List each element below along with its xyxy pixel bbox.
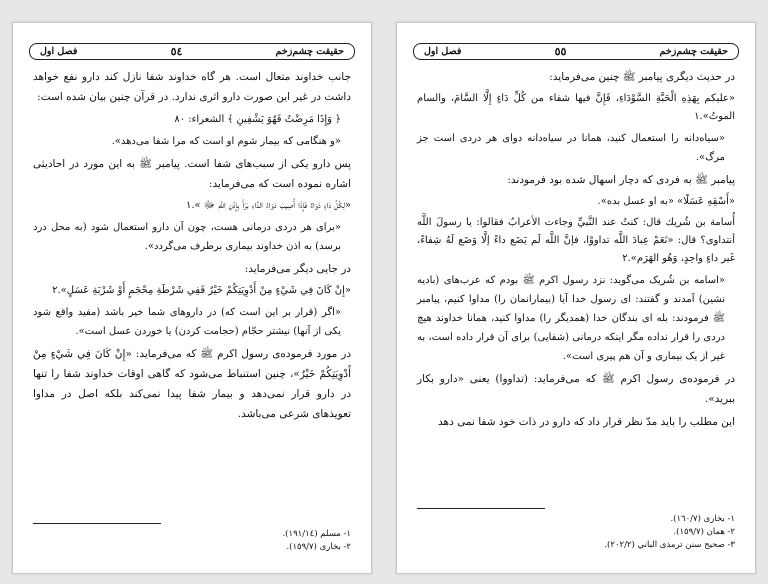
footnote: ٢- بخاری (١٥٩/٧). (286, 542, 351, 552)
paragraph: جانب خداوند متعال است. هر گاه خداوند شفا نازل کند دارو نفع خواهد داشت در غیر این صورت دارو اثری ندارد. در قرآن چنین بیان شده است: (33, 71, 351, 103)
left-page (12, 22, 372, 574)
footnotes (33, 528, 351, 554)
header-page-number: ٥٤ (170, 45, 183, 58)
verse-translation: «و هنگامی که بیمار شوم او است که مرا شفا می‌دهد». (111, 136, 341, 147)
paragraph: در مورد فرموده‌ی رسول اکرم ﷺ که می‌فرماید: «إِنْ كَانَ فِي شَيْءٍ مِنْ أَدْوِيَتِكُمْ خَيْرٌ»، چنین استنباط می‌شود که گاهی اوقات خداوند شفا را تنها در دارو قرار نمی‌دهد و بیمار شفا پیدا نمی‌کند بلکه اصل در مداوا تعویذهای شرعی می‌باشد. (33, 348, 351, 420)
page-body (417, 67, 735, 435)
hadith-arabic: «عليكم بِهَذِهِ الْحَبَّةِ السَّوْدَاءِ، فَإِنَّ فيها شفاء من كُلِّ دَاءٍ إِلَّا السَّامَ، والسام الموتُ».١ (417, 93, 735, 122)
footnote-divider (33, 523, 161, 524)
footnote: ٢- همان (١٥٩/٧). (673, 527, 735, 537)
footnotes (417, 513, 735, 552)
right-page (396, 22, 756, 574)
paragraph: این مطلب را باید مدّ نظر قرار داد که دارو در ذات خود شفا نمی دهد (438, 416, 735, 428)
hadith-translation: «سیاه‌دانه را استعمال کنید، همانا در سیاه‌دانه دوای هر دردی است جز مرگ». (417, 133, 725, 163)
paragraph: پس دارو یکی از سبب‌های شفا است. پیامبر ﷺ به این مورد در احادیثی اشاره نموده است که می‌فرماید: (33, 158, 351, 190)
paragraph: پیامبر ﷺ به فردی که دچار اسهال شده بود فرمودند: (507, 174, 735, 186)
hadith-arabic: «إِنْ كَانَ فِي شَيْءٍ مِنْ أَدْوِيَتِكُمْ خَيْرٌ فَفِي شَرْطَةِ مِحْجَمٍ أَوْ شَرْبَةِ عَسَلٍ».٢ (52, 285, 351, 296)
header-chapter: فصل اول (40, 46, 78, 57)
paragraph: در فرموده‌ی رسول اکرم ﷺ که می‌فرماید: (تداووا) یعنی «دارو بکار ببرید». (417, 373, 735, 405)
hadith-arabic: «أَسْقِهِ عَسَلًا» «به او عسل بده». (597, 196, 735, 207)
quran-verse: ﴿ وَإِذَا مَرِضْتُ فَهُوَ يَشْفِينِ ﴾ الشعراء: ٨٠ (174, 114, 341, 125)
page-body (33, 67, 351, 427)
hadith-translation: «برای هر دردی درمانی هست، چون آن دارو استعمال شود (به محل درد برسد) به اذن خداوند بیماری برطرف می‌گردد». (33, 222, 341, 252)
paragraph: در حدیث دیگری پیامبر ﷺ چنین می‌فرماید: (549, 71, 735, 83)
header-book-title: حقیقت چشم‌زخم (659, 46, 728, 57)
hadith-arabic: «لِكُلِّ دَاءٍ دَوَاءٌ فَإِذَا أُصِيبَ دَوَاءُ الدَّاءِ بَرَأَ بِإِذْنِ اللَّهِ ﷻ ».١ (185, 200, 351, 211)
header-chapter: فصل اول (424, 46, 462, 57)
page-header (29, 43, 355, 60)
footnote: ١- مسلم (١٩١/١٤). (282, 529, 351, 539)
header-book-title: حقیقت چشم‌زخم (275, 46, 344, 57)
footnote: ٣- صحیح سنن ترمذی الباني (٢٠٢/٢). (604, 540, 735, 550)
page-header (413, 43, 739, 60)
header-page-number: ٥٥ (554, 45, 567, 58)
hadith-translation: «اسامه بن شُریک می‌گوید: نزد رسول اکرم ﷺ بودم که عرب‌های (بادیه نشین) آمدند و گفتند: ای رسول خدا آیا (بیمارانمان را) مداوا کنیم، پیامبر ﷺ فرمودند: بله ای بندگان خدا (همدیگر را) مداوا کنید، همانا خداوند هیچ دردی را قرار نداده مگر اینکه درمانی (شفایی) برای آن قرار داده است، به غیر از یک بیماری و آن هم پیری است». (417, 275, 725, 362)
paragraph: در جایی دیگر می‌فرماید: (244, 263, 351, 275)
footnote-divider (417, 508, 545, 509)
footnote: ١- بخاری (١٦٠/٧). (670, 514, 735, 524)
hadith-arabic: أُسامة بن شُريك قال: كنتُ عند النَّبيِّ وجاءت الأعرابُ فقالوا: يا رسولَ اللَّه أنتداوى؟ قال: «نَعَمْ عِبادَ اللَّه تداووْا، فإنَّ اللَّه لَم يَضَع داءً إلَّا وَضَع لَهُ شِفاءً، غَير داءٍ واحِدٍ، وَهُو الهَرَم».٢ (417, 217, 735, 264)
hadith-translation: «اگر (قرار بر این است که) در داروهای شما خیر باشد (مفید واقع شود یکی از آنها) نیشتر حجّام (حجامت کردن) یا خوردن عسل است». (33, 307, 341, 337)
